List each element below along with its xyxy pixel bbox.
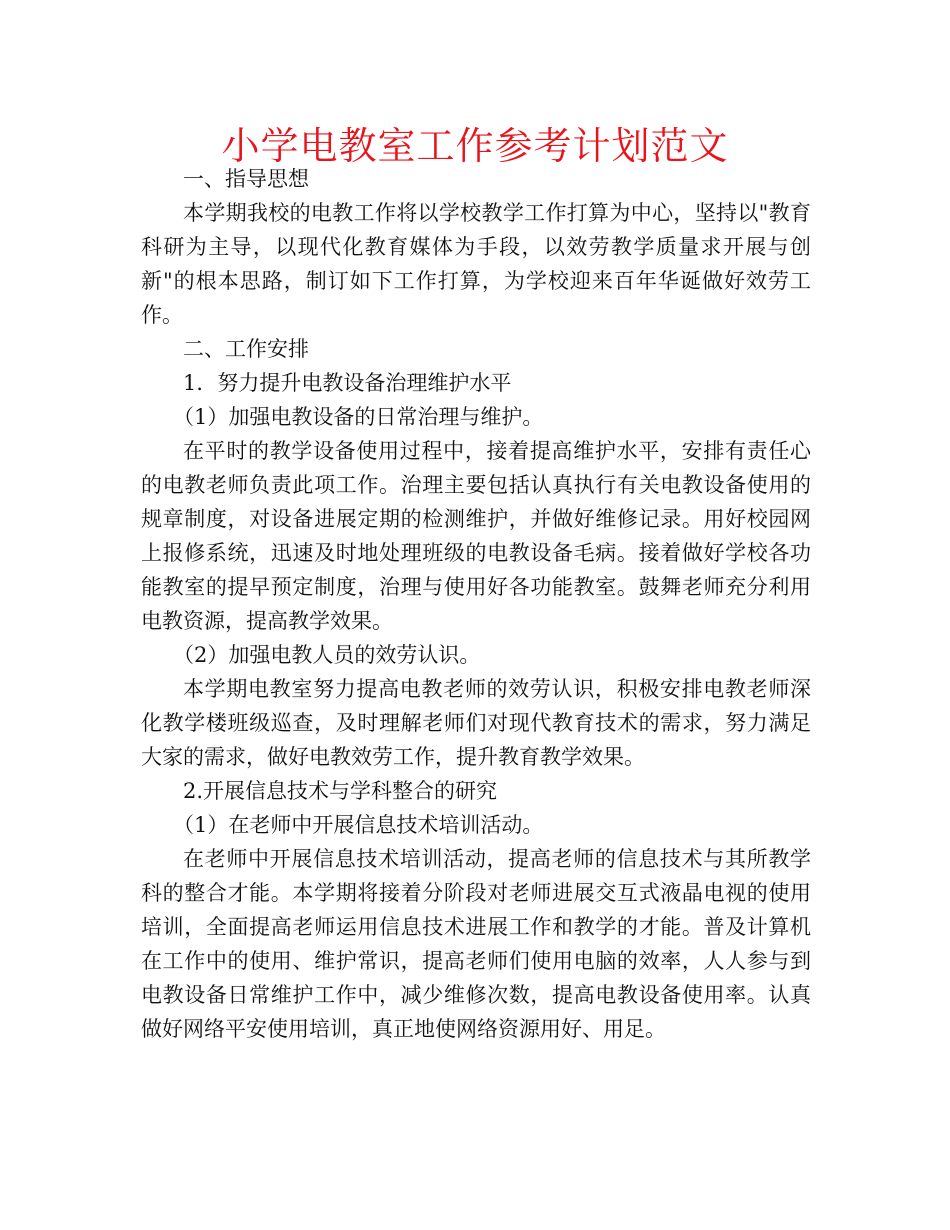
paragraph: 在老师中开展信息技术培训活动，提高老师的信息技术与其所教学科的整合才能。本学期将接着分阶段对老师进展交互式液晶电视的使用培训，全面提高老师运用信息技术进展工作和教学的才能。普及计算机在工作中的使用、维护常识，提高老师们使用电脑的效率，人人参与到电教设备日常维护工作中，减少维修次数，提高电教设备使用率。认真做好网络平安使用培训，真正地使网络资源用好、用足。 bbox=[141, 847, 811, 1041]
paragraph: 在平时的教学设备使用过程中，接着提高维护水平，安排有责任心的电教老师负责此项工作。治理主要包括认真执行有关电教设备使用的规章制度，对设备进展定期的检测维护，并做好维修记录。用好校园网上报修系统，迅速及时地处理班级的电教设备毛病。接着做好学校各功能教室的提早预定制度，治理与使用好各功能教室。鼓舞老师充分利用电教资源，提高教学效果。 bbox=[141, 439, 811, 633]
document-title: 小学电教室工作参考计划范文 bbox=[221, 124, 729, 168]
paragraph: 本学期电教室努力提高电教老师的效劳认识，积极安排电教老师深化教学楼班级巡查，及时理解老师们对现代教育技术的需求，努力满足大家的需求，做好电教效劳工作，提升教育教学效果。 bbox=[141, 677, 811, 769]
subsection-heading: 2.开展信息技术与学科整合的研究 bbox=[183, 779, 498, 803]
section-heading: 二、工作安排 bbox=[183, 337, 309, 361]
subsection-heading: 1．努力提升电教设备治理维护水平 bbox=[183, 371, 512, 395]
paragraph: 本学期我校的电教工作将以学校教学工作打算为中心，坚持以"教育科研为主导，以现代化教育媒体为手段，以效劳教学质量求开展与创新"的根本思路，制订如下工作打算，为学校迎来百年华诞做好效劳工作。 bbox=[141, 201, 811, 327]
item-heading: （1）在老师中开展信息技术培训活动。 bbox=[173, 813, 544, 837]
item-heading: （1）加强电教设备的日常治理与维护。 bbox=[173, 405, 544, 429]
document-body bbox=[141, 162, 811, 1046]
section-heading: 一、指导思想 bbox=[183, 167, 309, 191]
item-heading: （2）加强电教人员的效劳认识。 bbox=[173, 643, 481, 667]
